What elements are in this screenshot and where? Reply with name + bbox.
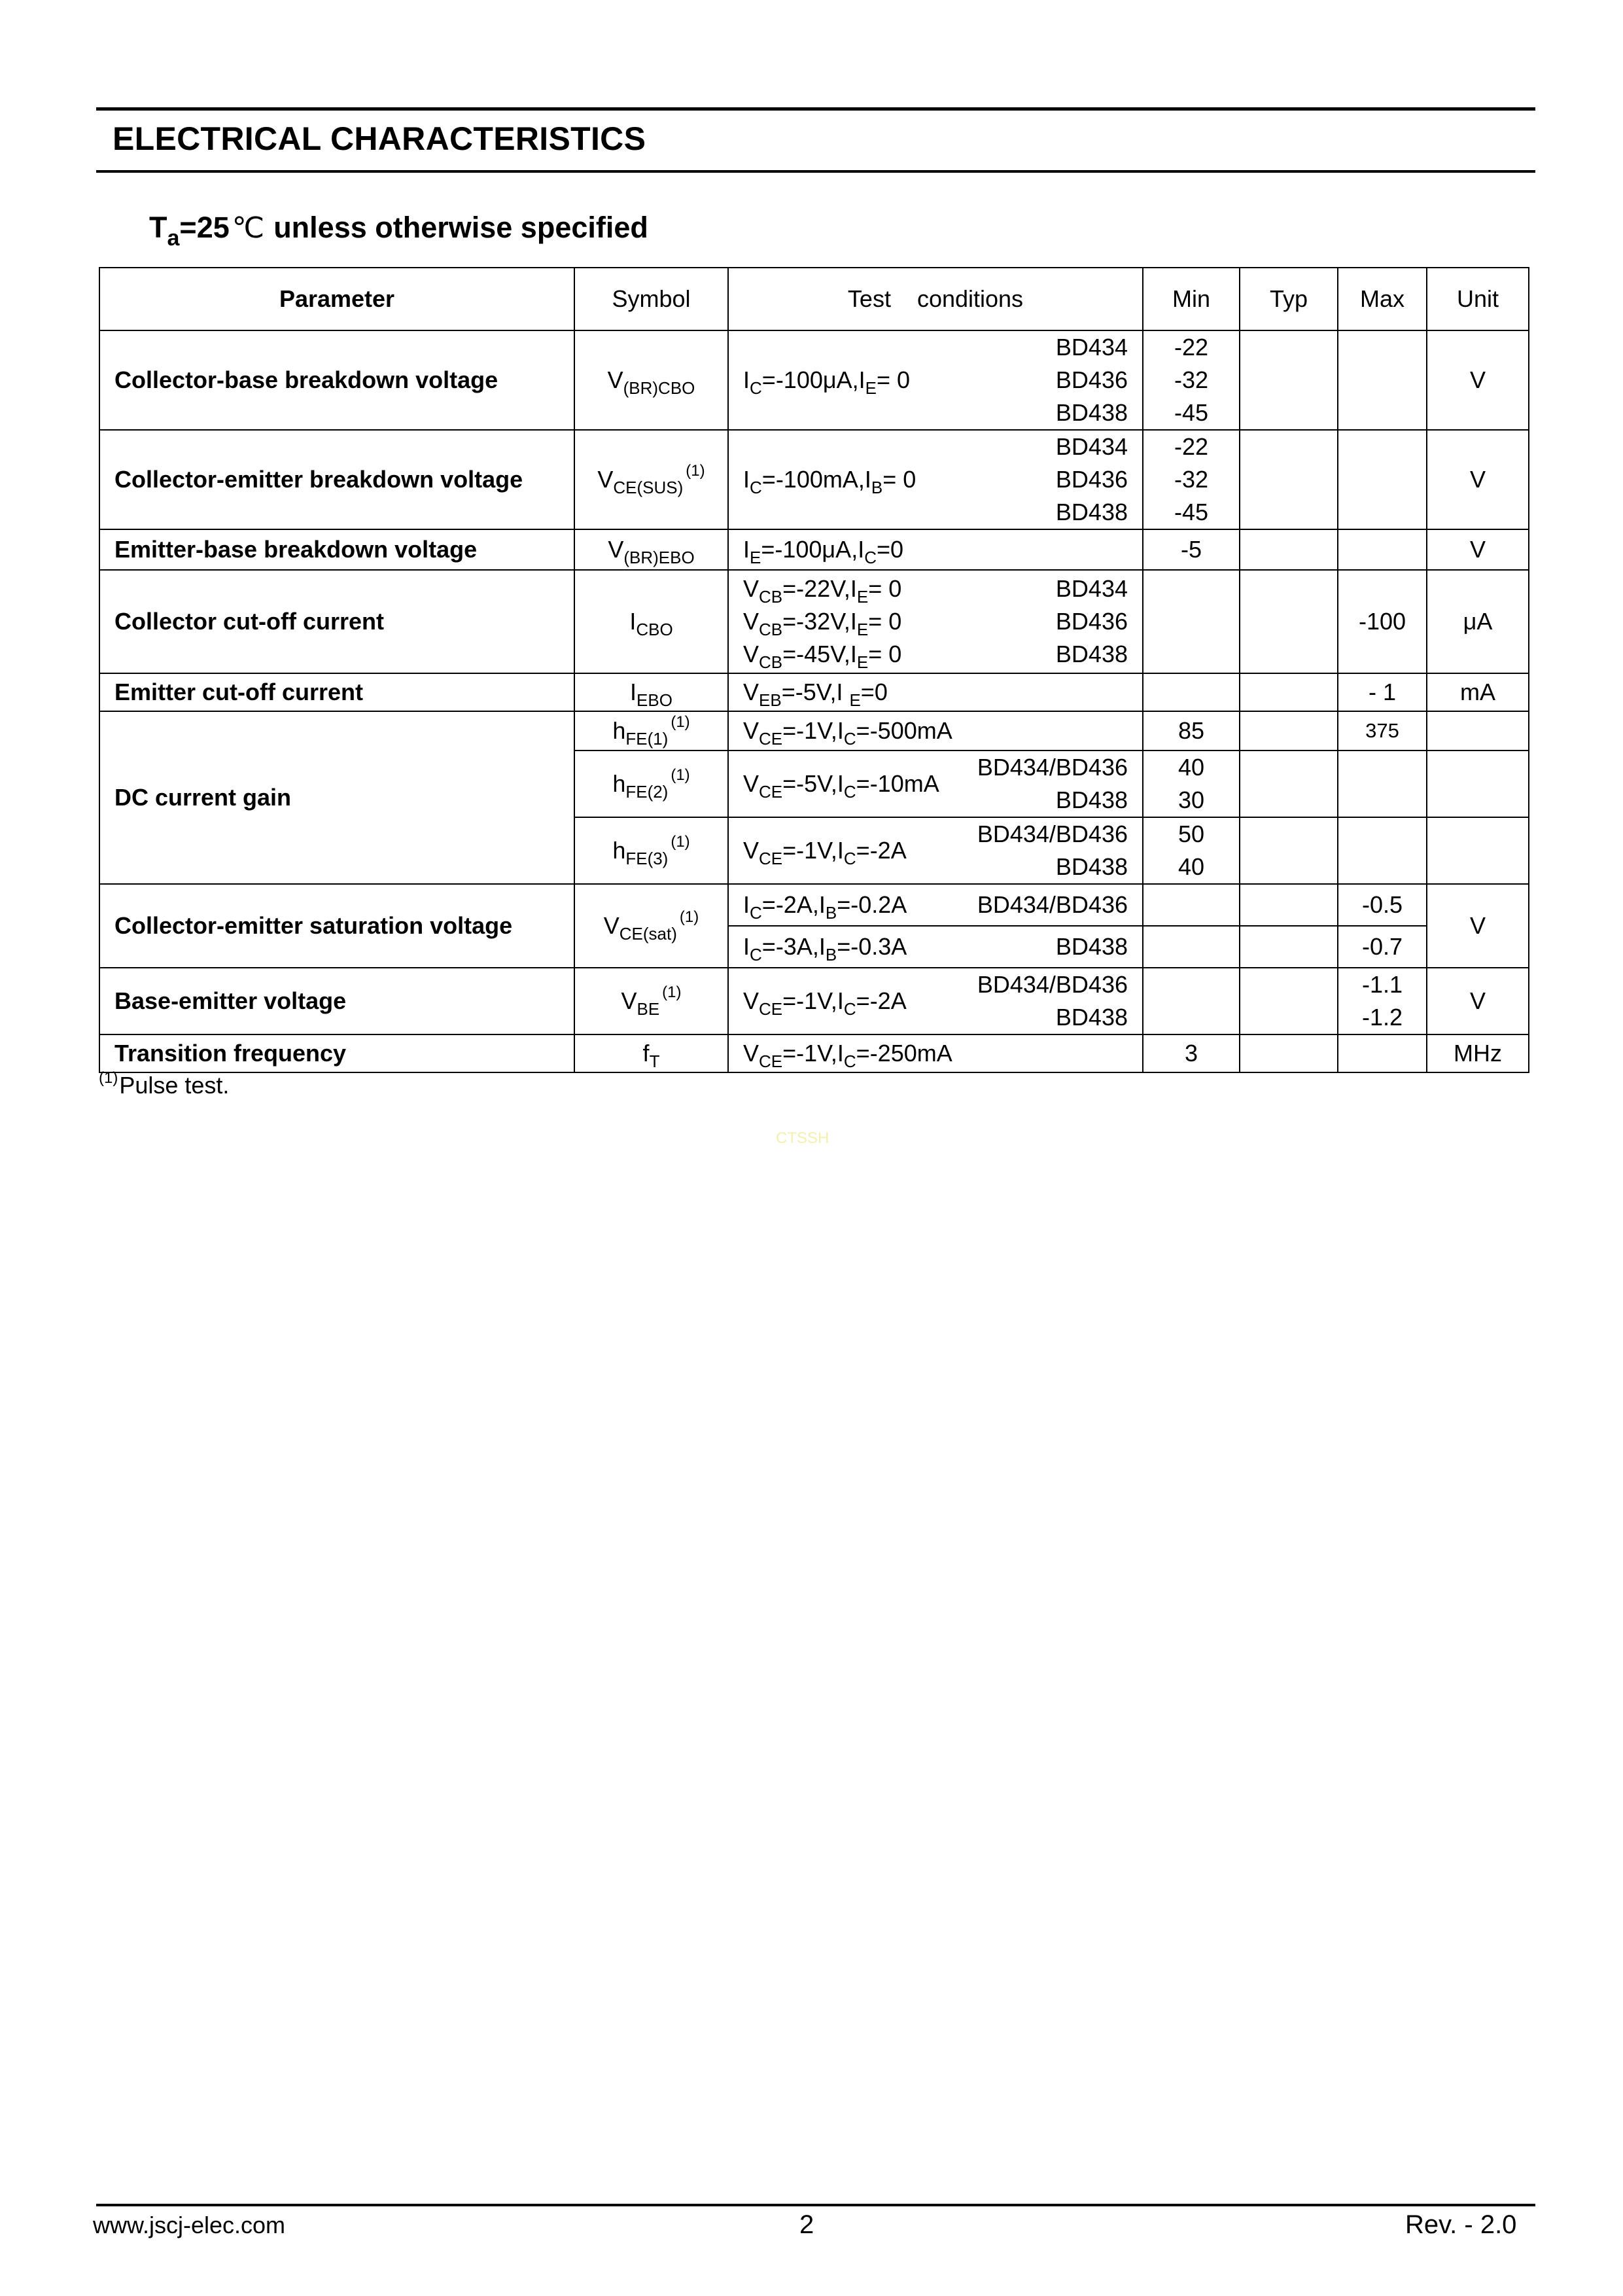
- min-vbe: [1143, 968, 1240, 1034]
- min-vcesus: [1143, 430, 1240, 529]
- device-label: BD438: [1055, 853, 1128, 880]
- header-conditions-word: conditions: [916, 285, 1024, 313]
- footnote-text: Pulse test.: [119, 1072, 230, 1099]
- max-vcesus: [1338, 430, 1427, 529]
- min-value: 40: [1178, 853, 1205, 880]
- device-label: BD438: [1055, 933, 1128, 961]
- typ-vcesus: [1240, 430, 1338, 529]
- unit-iebo: mA: [1427, 673, 1529, 711]
- symbol-iebo: $I_{EBO}$: [574, 673, 728, 711]
- typ-vbe: [1240, 968, 1338, 1034]
- device-label: BD434: [1055, 334, 1128, 361]
- max-vbrcbo: [1338, 330, 1427, 430]
- condition-vbrcbo: [728, 330, 1143, 430]
- device-label: BD434/BD436: [977, 754, 1128, 781]
- min-ft: 3: [1143, 1034, 1240, 1072]
- typ-vbrcbo: [1240, 330, 1338, 430]
- max-hfe2: [1338, 751, 1427, 817]
- max-vcesat-1: -0.5: [1338, 884, 1427, 926]
- typ-hfe2: [1240, 751, 1338, 817]
- condition-vcesat-2: [728, 926, 1143, 968]
- footnote-mark: (1): [99, 1069, 118, 1087]
- max-hfe3: [1338, 817, 1427, 884]
- unit-vcesat: V: [1427, 884, 1529, 968]
- max-vbrebo: [1338, 529, 1427, 570]
- min-vbrcbo: [1143, 330, 1240, 430]
- typ-vcesat-1: [1240, 884, 1338, 926]
- min-value: -32: [1174, 366, 1209, 393]
- symbol-vcesat: $V_{CE(sat)}^{(1)}$: [574, 884, 728, 968]
- unit-icbo: μA: [1427, 570, 1529, 673]
- condition-iebo: [728, 673, 1143, 711]
- typ-icbo: [1240, 570, 1338, 673]
- min-value: -22: [1174, 334, 1209, 361]
- condition-hfe1: [728, 711, 1143, 751]
- min-value: 40: [1178, 754, 1205, 781]
- table-row: [99, 1034, 1529, 1072]
- temperature-subscript: a: [167, 226, 180, 251]
- electrical-characteristics-table: [99, 267, 1529, 1073]
- min-hfe3: [1143, 817, 1240, 884]
- min-icbo: [1143, 570, 1240, 673]
- condition-vbrebo: [728, 529, 1143, 570]
- max-ft: [1338, 1034, 1427, 1072]
- table-row: [99, 968, 1529, 1034]
- param-collector-cutoff-current: Collector cut-off current: [99, 570, 574, 673]
- condition-vcesat-1: [728, 884, 1143, 926]
- min-vcesat-1: [1143, 884, 1240, 926]
- degree-celsius-symbol: ℃: [232, 212, 265, 244]
- table-header-row: [99, 268, 1529, 330]
- symbol-hfe2: $h_{FE(2)}^{(1)}$: [574, 751, 728, 817]
- symbol-hfe1: $h_{FE(1)}^{(1)}$: [574, 711, 728, 751]
- device-label: BD436: [1055, 366, 1128, 393]
- min-value: 30: [1178, 786, 1205, 813]
- typ-vcesat-2: [1240, 926, 1338, 968]
- header-symbol: Symbol: [574, 268, 728, 330]
- unit-vbrebo: V: [1427, 529, 1529, 570]
- unit-vbe: V: [1427, 968, 1529, 1034]
- param-collector-emitter-saturation: Collector-emitter saturation voltage: [99, 884, 574, 968]
- header-min: Min: [1143, 268, 1240, 330]
- condition-text: $I_C=-100\mu A,I_E= 0$: [743, 366, 911, 398]
- condition-icbo: [728, 570, 1143, 673]
- table-row: [99, 430, 1529, 529]
- max-iebo: - 1: [1338, 673, 1427, 711]
- ambient-condition-note: [149, 211, 648, 251]
- device-label: BD438: [1055, 641, 1128, 667]
- param-emitter-base-breakdown: Emitter-base breakdown voltage: [99, 529, 574, 570]
- condition-text: $I_C=-3A,I_B=-0.3A$: [743, 933, 907, 965]
- min-vcesat-2: [1143, 926, 1240, 968]
- section-title: ELECTRICAL CHARACTERISTICS: [113, 120, 646, 157]
- condition-text: $V_{CE}=-1V,I_C=-2A$: [743, 837, 907, 869]
- condition-vbe: [728, 968, 1143, 1034]
- condition-text: $I_C=-100mA,I_B= 0$: [743, 466, 916, 498]
- unit-ft: MHz: [1427, 1034, 1529, 1072]
- symbol-vbe: $V_{BE}^{(1)}$: [574, 968, 728, 1034]
- typ-ft: [1240, 1034, 1338, 1072]
- header-test-word: Test: [847, 285, 891, 313]
- footer-rule: [96, 2204, 1535, 2206]
- symbol-icbo: $I_{CBO}$: [574, 570, 728, 673]
- typ-iebo: [1240, 673, 1338, 711]
- typ-hfe3: [1240, 817, 1338, 884]
- footer-website: www.jscj-elec.com: [93, 2212, 286, 2238]
- revision-label: Rev. - 2.0: [1405, 2210, 1517, 2239]
- min-value: -45: [1174, 499, 1209, 525]
- condition-text: $V_{CB}=-22V,I_E= 0$: [743, 575, 902, 607]
- device-label: BD436: [1055, 466, 1128, 493]
- header-max: Max: [1338, 268, 1427, 330]
- title-underline: [96, 170, 1535, 173]
- min-value: 50: [1178, 821, 1205, 847]
- unit-hfe1: [1427, 711, 1529, 751]
- condition-text: $I_C=-2A,I_B=-0.2A$: [743, 891, 907, 923]
- temperature-symbol: T: [149, 211, 167, 244]
- symbol-ft: $f_T$: [574, 1034, 728, 1072]
- param-dc-current-gain: DC current gain: [99, 711, 574, 884]
- max-vbe: [1338, 968, 1427, 1034]
- device-label: BD434/BD436: [977, 821, 1128, 847]
- header-typ: Typ: [1240, 268, 1338, 330]
- max-value: -1.1: [1361, 971, 1403, 998]
- table-row: [99, 529, 1529, 570]
- condition-ft: [728, 1034, 1143, 1072]
- condition-text: $I_E=-100\mu A,I_C=0$: [743, 536, 904, 568]
- table-row: [99, 711, 1529, 751]
- symbol-vbrcbo: $V_{(BR)CBO}$: [574, 330, 728, 430]
- min-hfe2: [1143, 751, 1240, 817]
- table-row: [99, 884, 1529, 926]
- device-label: BD438: [1055, 1004, 1128, 1031]
- min-value: -45: [1174, 399, 1209, 426]
- condition-hfe3: [728, 817, 1143, 884]
- device-label: BD436: [1055, 608, 1128, 635]
- typ-vbrebo: [1240, 529, 1338, 570]
- condition-vcesus: [728, 430, 1143, 529]
- table-row: [99, 673, 1529, 711]
- symbol-hfe3: $h_{FE(3)}^{(1)}$: [574, 817, 728, 884]
- device-label: BD434: [1055, 433, 1128, 460]
- max-hfe1: 375: [1338, 711, 1427, 751]
- table-row: [99, 330, 1529, 430]
- max-icbo: -100: [1338, 570, 1427, 673]
- condition-hfe2: [728, 751, 1143, 817]
- param-emitter-cutoff-current: Emitter cut-off current: [99, 673, 574, 711]
- device-label: BD434/BD436: [977, 891, 1128, 919]
- condition-text: $V_{CE}=-5V,I_C=-10mA$: [743, 770, 939, 802]
- unit-vbrcbo: V: [1427, 330, 1529, 430]
- device-label: BD434: [1055, 575, 1128, 602]
- unit-hfe3: [1427, 817, 1529, 884]
- condition-text: $V_{CB}=-32V,I_E= 0$: [743, 608, 902, 639]
- param-collector-emitter-breakdown: Collector-emitter breakdown voltage: [99, 430, 574, 529]
- page-number: 2: [799, 2210, 814, 2239]
- param-transition-frequency: Transition frequency: [99, 1034, 574, 1072]
- top-rule: [96, 107, 1535, 111]
- condition-text: $V_{CE}=-1V,I_C=-500mA$: [743, 717, 952, 749]
- condition-text: $V_{CB}=-45V,I_E= 0$: [743, 641, 902, 672]
- header-test-conditions: [728, 268, 1143, 330]
- min-hfe1: 85: [1143, 711, 1240, 751]
- condition-text: $V_{EB}=-5V,I$ $_E$=0: [743, 679, 888, 711]
- min-value: -32: [1174, 466, 1209, 493]
- symbol-vcesus: $V_{CE(SUS)}^{(1)}$: [574, 430, 728, 529]
- condition-text: $V_{CE}=-1V,I_C=-2A$: [743, 987, 907, 1019]
- min-vbrebo: -5: [1143, 529, 1240, 570]
- max-vcesat-2: -0.7: [1338, 926, 1427, 968]
- footnote: [99, 1069, 230, 1099]
- temperature-value: =25: [179, 211, 230, 244]
- device-label: BD438: [1055, 786, 1128, 813]
- unit-hfe2: [1427, 751, 1529, 817]
- watermark: CTSSH: [776, 1129, 829, 1147]
- min-value: -22: [1174, 433, 1209, 460]
- header-unit: Unit: [1427, 268, 1529, 330]
- symbol-vbrebo: $V_{(BR)EBO}$: [574, 529, 728, 570]
- table-row: [99, 570, 1529, 673]
- condition-text: $V_{CE}=-1V,I_C=-250mA$: [743, 1040, 952, 1072]
- param-base-emitter-voltage: Base-emitter voltage: [99, 968, 574, 1034]
- header-parameter: Parameter: [99, 268, 574, 330]
- device-label: BD438: [1055, 399, 1128, 426]
- device-label: BD438: [1055, 499, 1128, 525]
- min-iebo: [1143, 673, 1240, 711]
- condition-text: unless otherwise specified: [273, 211, 648, 244]
- param-collector-base-breakdown: Collector-base breakdown voltage: [99, 330, 574, 430]
- unit-vcesus: V: [1427, 430, 1529, 529]
- device-label: BD434/BD436: [977, 971, 1128, 998]
- max-value: -1.2: [1361, 1004, 1403, 1031]
- typ-hfe1: [1240, 711, 1338, 751]
